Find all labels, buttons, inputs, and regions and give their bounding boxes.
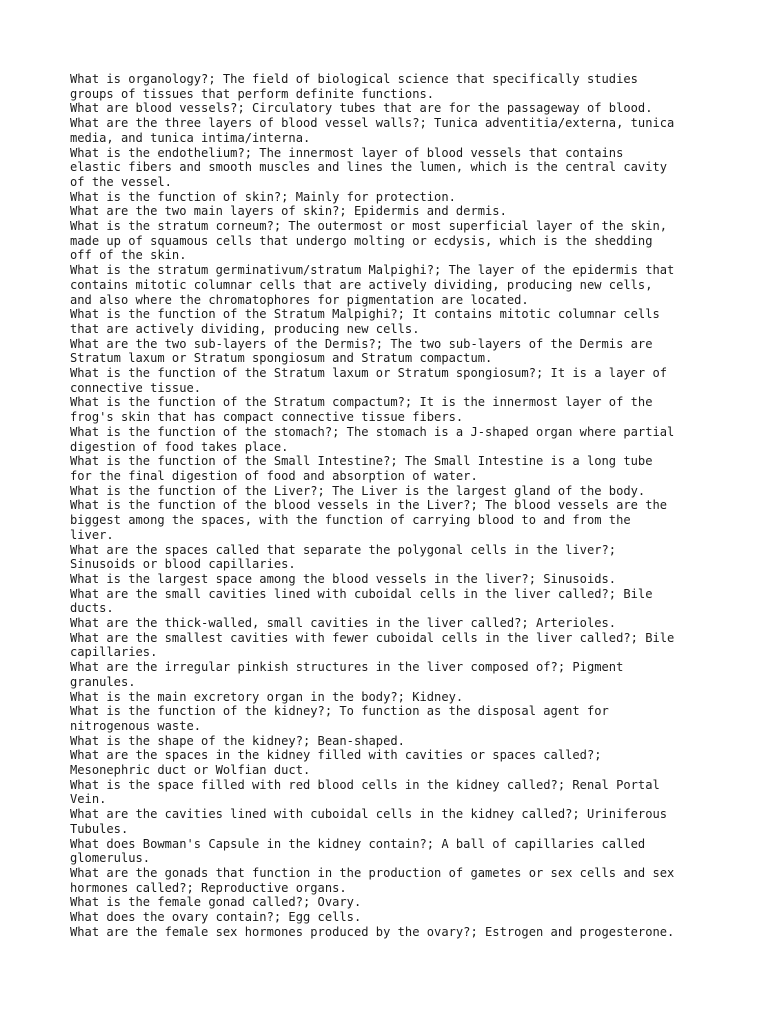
qa-entry: What are the two main layers of skin?; Epidermis and dermis. <box>70 204 507 219</box>
qa-entry: What is the space filled with red blood cells in the kidney called?; Renal Portal Vein. <box>70 777 660 807</box>
qa-entry: What is the function of the Stratum Malpighi?; It contains mitotic columnar cells that are actively dividing, producing new cells. <box>70 307 660 336</box>
qa-entry: What is the function of the Stratum compactum?; It is the innermost layer of the frog's skin that has compact connective tissue fibers. <box>70 395 653 425</box>
qa-entry: What is the endothelium?; The innermost layer of blood vessels that contains elastic fibers and smooth muscles and lines the lumen, which is the central cavity of the vessel. <box>70 145 668 189</box>
document-body <box>70 72 710 939</box>
qa-entry: What is the function of the Stratum laxum or Stratum spongiosum?; It is a layer of connective tissue. <box>70 366 668 395</box>
qa-entry: What is the female gonad called?; Ovary. <box>70 895 362 910</box>
qa-entry: What is the function of the kidney?; To function as the disposal agent for nitrogenous waste. <box>70 704 609 733</box>
qa-entry: What are the thick-walled, small cavities in the liver called?; Arterioles. <box>70 616 617 631</box>
qa-entry: What does Bowman's Capsule in the kidney contain?; A ball of capillaries called glomerulus. <box>70 836 646 866</box>
qa-entry: What is the main excretory organ in the body?; Kidney. <box>70 689 464 704</box>
qa-entry: What is the shape of the kidney?; Bean-shaped. <box>70 733 405 748</box>
qa-entry: What is the stratum germinativum/stratum Malpighi?; The layer of the epidermis that contains mitotic columnar cells that are actively dividing, producing new cells, and also where the chromatophores for pigmentation are located. <box>70 263 675 307</box>
qa-entry: What is the function of the blood vessels in the Liver?; The blood vessels are the biggest among the spaces, with the function of carrying blood to and from the liver. <box>70 498 668 542</box>
qa-entry: What are the irregular pinkish structures in the liver composed of?; Pigment granules. <box>70 660 624 689</box>
qa-entry: What are the smallest cavities with fewer cuboidal cells in the liver called?; Bile capillaries. <box>70 630 675 660</box>
qa-entry: What are the three layers of blood vessel walls?; Tunica adventitia/externa, tunica media, and tunica intima/interna. <box>70 116 675 145</box>
qa-entry: What are the two sub-layers of the Dermis?; The two sub-layers of the Dermis are Stratum laxum or Stratum spongiosum and Stratum compactum. <box>70 336 653 366</box>
qa-entry: What is the largest space among the blood vessels in the liver?; Sinusoids. <box>70 571 617 586</box>
qa-entry: What are blood vessels?; Circulatory tubes that are for the passageway of blood. <box>70 101 653 116</box>
qa-entry: What is the function of the Small Intestine?; The Small Intestine is a long tube for the final digestion of food and absorption of water. <box>70 454 653 483</box>
qa-entry: What are the small cavities lined with cuboidal cells in the liver called?; Bile ducts. <box>70 586 653 616</box>
qa-entry: What are the cavities lined with cuboidal cells in the kidney called?; Uriniferous Tubules. <box>70 807 668 836</box>
qa-entry: What are the female sex hormones produced by the ovary?; Estrogen and progesterone. <box>70 924 675 939</box>
qa-entry: What is the function of skin?; Mainly for protection. <box>70 189 456 204</box>
qa-entry: What is the stratum corneum?; The outermost or most superficial layer of the skin, made up of squamous cells that undergo molting or ecdysis, which is the shedding off of the skin. <box>70 219 668 263</box>
qa-entry: What are the gonads that function in the production of gametes or sex cells and sex hormones called?; Reproductive organs. <box>70 865 675 895</box>
qa-entry: What is the function of the Liver?; The Liver is the largest gland of the body. <box>70 483 646 498</box>
qa-entry: What is organology?; The field of biological science that specifically studies groups of tissues that perform definite functions. <box>70 72 638 101</box>
qa-entry: What are the spaces in the kidney filled with cavities or spaces called?; Mesonephric duct or Wolfian duct. <box>70 748 602 778</box>
qa-entry: What is the function of the stomach?; The stomach is a J-shaped organ where partial digestion of food takes place. <box>70 424 675 454</box>
qa-entry: What does the ovary contain?; Egg cells. <box>70 910 362 925</box>
qa-entry: What are the spaces called that separate the polygonal cells in the liver?; Sinusoids or blood capillaries. <box>70 542 617 572</box>
